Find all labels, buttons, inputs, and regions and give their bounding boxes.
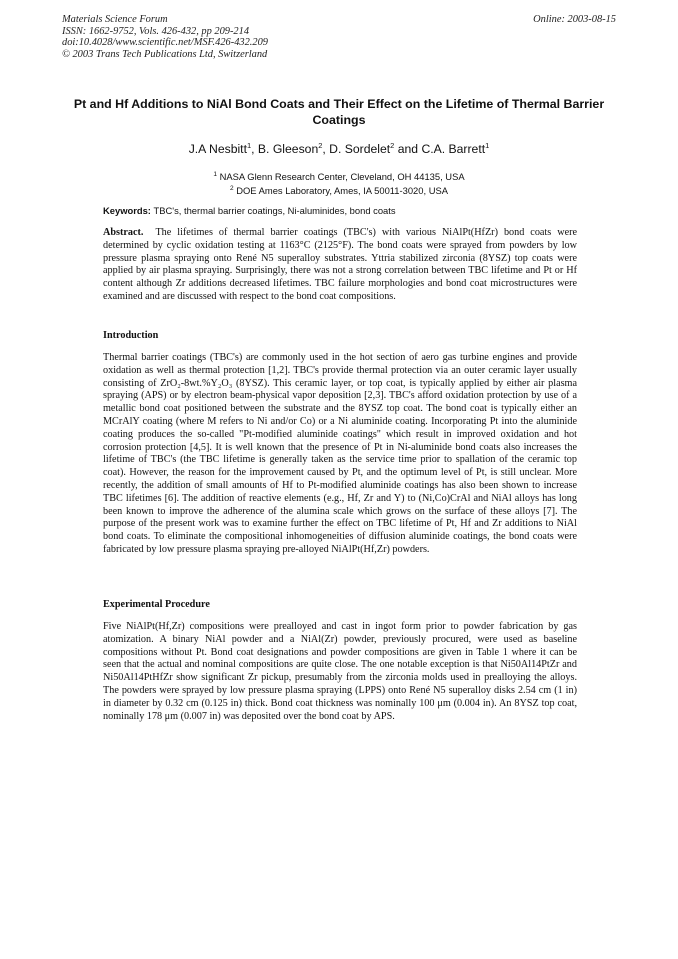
affiliation-marker: 2 (230, 184, 234, 192)
section-heading-introduction: Introduction (103, 330, 159, 341)
abstract (103, 227, 577, 304)
affiliation-text: NASA Glenn Research Center, Cleveland, OH 44135, USA (219, 171, 465, 183)
copyright-line: © 2003 Trans Tech Publications Ltd, Switzerland (62, 48, 268, 60)
keywords-text: TBC's, thermal barrier coatings, Ni-aluminides, bond coats (153, 205, 396, 216)
affiliation-marker: 1 (485, 141, 490, 150)
affiliation-marker: 2 (318, 141, 323, 150)
affiliation-marker: 2 (390, 141, 395, 150)
affiliation-marker: 1 (246, 141, 252, 150)
author-and: and (397, 142, 419, 157)
author-name: C.A. Barrett (421, 142, 486, 157)
affiliation-2 (70, 183, 608, 197)
author-name: J.A Nesbitt (188, 142, 247, 157)
online-date: Online: 2003-08-15 (533, 14, 616, 25)
abstract-text: The lifetimes of thermal barrier coatings (TBC's) with various NiAlPt(HfZr) bond coats were determined by cyclic oxidation testing at 1163°C (2125°F). The bond coats were sprayed from powders by low pressure plasma spraying onto René N5 superalloy substrates. Yttria stabilized zirconia (8YSZ) top coats were applied by air plasma spraying. Surprisingly, there was not a strong correlation between TBC lifetime and Pt or Hf content although Zr additions decreased lifetimes. TBC failure morphologies and bond coat microstructures were examined and are discussed with respect to the bond coat compositions. (103, 227, 577, 302)
journal-header (62, 14, 616, 60)
issn-line: ISSN: 1662-9752, Vols. 426-432, pp 209-214 (62, 25, 250, 37)
author-separator: , (322, 142, 326, 157)
section-heading-experimental: Experimental Procedure (103, 599, 210, 610)
keywords-label: Keywords: (103, 205, 151, 216)
keywords (103, 205, 396, 216)
journal-name: Materials Science Forum (62, 14, 168, 25)
doi-line[interactable]: doi:10.4028/www.scientific.net/MSF.426-432.209 (62, 37, 268, 48)
introduction-paragraph: Thermal barrier coatings (TBC's) are commonly used in the hot section of aero gas turbine engines and provide oxidation as well as thermal protection [1,2]. TBC's provide thermal protection via an outer ceramic layer usually consisting of ZrO₂-8wt.%Y₂O₃ (8YSZ). This ceramic layer, or top coat, is typically applied by either air plasma spraying (APS) or by electron beam-physical vapor deposition [2,3]. TBC's afford oxidation protection by use of a metallic bond coat positioned between the substrate and the 8YSZ top coat. The bond coat is typically either an MCrAlY coating (where M refers to Ni and/or Co) or a Ni aluminide coating. Incorporating Pt into the aluminide coating produces the so-called "Pt-modified aluminide coatings" which result in improved oxidation and hot corrosion protection [4,5]. It is well known that the presence of Pt in Ni-aluminide bond coats also increases the lifetime of TBC's (the TBC lifetime is generally taken as the service time prior to spallation of the ceramic top coat). However, the reason for the improvement caused by Pt, and the optimum level of Pt, is still unclear. More recently, the addition of small amounts of Hf to Pt-modified aluminide coatings has also been shown to increase TBC lifetimes [6]. The addition of reactive elements (e.g., Hf, Zr and Y) to (Ni,Co)CrAl and NiAl alloys has long been known to improve the adherence of the alumina scale which grows on the surface of these alloys [7]. The purpose of the present work was to examine further the effect on TBC lifetime of Pt, Hf and Zr additions to NiAl bond coats. To eliminate the compositional inhomogeneities of diffusion aluminide coatings, the bond coats were fabricated by low pressure plasma spraying pre-alloyed NiAlPt(Hf,Zr) powders. (103, 352, 577, 555)
experimental-paragraph: Five NiAlPt(Hf,Zr) compositions were prealloyed and cast in ingot form prior to powder fabrication by gas atomization. A binary NiAl powder and a NiAl(Zr) powder, previously procured, were used as baseline compositions without Pt. Bond coat designations and powder compositions are given in Table 1 where it can be seen that the actual and nominal compositions are quite close. The one notable exception is that Ni50Al14PtZr and Ni50Al14PtHfZr show significant Zr pickup, presumably from the zirconia molds used in prealloying the alloys. The powders were sprayed by low pressure plasma spraying (LPPS) onto René N5 superalloy disks 2.54 cm (1 in) in diameter by 0.32 cm (0.125 in) thick. Bond coat thickness was nominally 100 μm (0.004 in). An 8YSZ top coat, nominally 178 μm (0.007 in) was deposited over the bond coat by APS. (103, 621, 577, 722)
author-name: B. Gleeson (257, 142, 319, 157)
affiliation-marker: 1 (213, 171, 218, 178)
affiliation-text: DOE Ames Laboratory, Ames, IA 50011-3020, USA (236, 184, 448, 196)
affiliation-1 (70, 169, 608, 183)
abstract-label: Abstract. (103, 227, 144, 238)
author-name: D. Sordelet (329, 142, 391, 157)
paper-title: Pt and Hf Additions to NiAl Bond Coats and Their Effect on the Lifetime of Thermal Barrier Coatings (73, 97, 605, 127)
affiliations (70, 169, 608, 196)
author-separator: , (251, 142, 255, 157)
author-list (70, 141, 608, 156)
